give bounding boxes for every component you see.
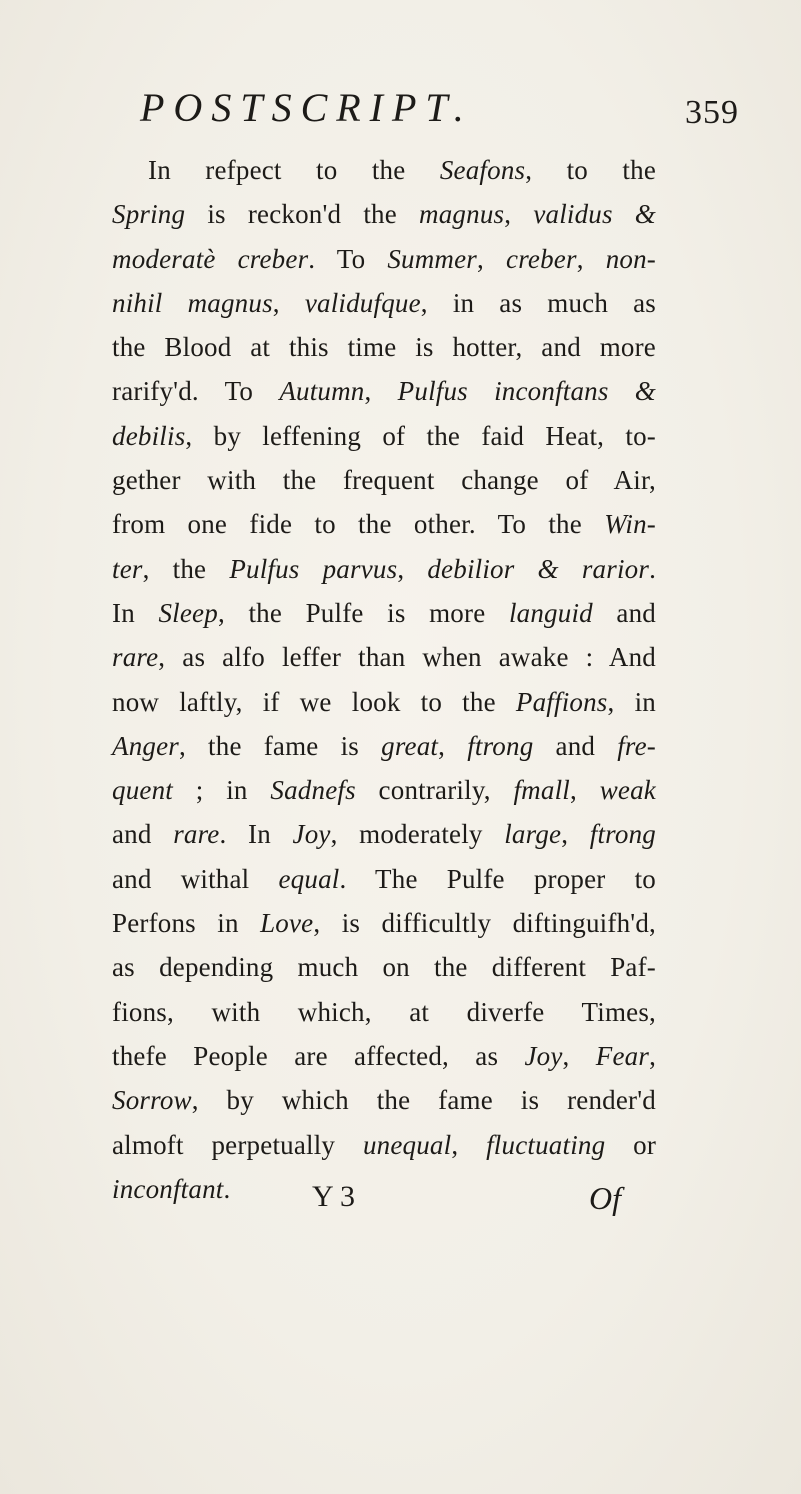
roman-text: , in bbox=[607, 686, 656, 717]
italic-text: validus & bbox=[533, 199, 657, 230]
roman-text: , in as much as bbox=[420, 287, 656, 318]
text-line bbox=[112, 148, 656, 192]
roman-text: , bbox=[504, 199, 534, 230]
roman-text: from one fide to the other. To the bbox=[112, 509, 605, 540]
roman-text: , bbox=[451, 1129, 487, 1160]
roman-text: , bbox=[562, 1040, 596, 1071]
roman-text: thefe People are affected, as bbox=[112, 1040, 525, 1071]
roman-text: . In bbox=[219, 819, 293, 850]
roman-text: , by leffening of the faid Heat, to- bbox=[185, 420, 656, 451]
running-head: POSTSCRIPT. bbox=[140, 85, 473, 130]
text-line bbox=[112, 1167, 656, 1211]
roman-text: the Blood at this time is hotter, and more bbox=[112, 332, 656, 363]
roman-text: is reckon'd the bbox=[185, 199, 420, 230]
italic-text: rare bbox=[112, 642, 159, 673]
signature-mark: Y 3 bbox=[312, 1180, 356, 1213]
italic-text: magnus bbox=[419, 199, 505, 230]
italic-text: nihil magnus bbox=[112, 287, 273, 318]
italic-text: unequal bbox=[362, 1129, 452, 1160]
roman-text: , as alfo leffer than when awake : And bbox=[158, 642, 656, 673]
roman-text: , bbox=[272, 287, 305, 318]
italic-text: debilis bbox=[112, 420, 186, 451]
roman-text: fions, with which, at diverfe Times, bbox=[112, 996, 656, 1027]
text-line bbox=[112, 901, 656, 945]
roman-text: , bbox=[364, 376, 398, 407]
roman-text: almoft perpetually bbox=[112, 1129, 363, 1160]
italic-text: great bbox=[381, 730, 439, 761]
italic-text: Anger bbox=[112, 730, 179, 761]
roman-text: . bbox=[223, 1173, 231, 1204]
italic-text: Love bbox=[260, 908, 314, 939]
italic-text: quent bbox=[112, 775, 173, 806]
italic-text: Pulfus inconftans & bbox=[397, 376, 656, 407]
italic-text: moderatè creber bbox=[112, 243, 309, 274]
roman-text: . bbox=[649, 553, 657, 584]
italic-text: creber bbox=[506, 243, 577, 274]
text-line bbox=[112, 812, 656, 856]
text-line bbox=[112, 237, 656, 281]
italic-text: rare bbox=[173, 819, 220, 850]
roman-text: , bbox=[570, 775, 600, 806]
roman-text: or bbox=[605, 1129, 657, 1160]
italic-text: fre- bbox=[617, 730, 656, 761]
text-line bbox=[112, 414, 656, 458]
italic-text: Sadnefs bbox=[270, 775, 356, 806]
italic-text: Autumn bbox=[279, 376, 365, 407]
text-line bbox=[112, 502, 656, 546]
text-line bbox=[112, 768, 656, 812]
text-line bbox=[112, 1078, 656, 1122]
roman-text: , is difficultly diftinguifh'd, bbox=[313, 908, 656, 939]
body-text bbox=[112, 148, 656, 1211]
text-line bbox=[112, 857, 656, 901]
italic-text: non- bbox=[605, 243, 656, 274]
text-line bbox=[112, 369, 656, 413]
text-line bbox=[112, 680, 656, 724]
roman-text: ; in bbox=[173, 775, 271, 806]
text-line bbox=[112, 990, 656, 1034]
roman-text: In bbox=[112, 597, 159, 628]
italic-text: Sorrow bbox=[112, 1085, 192, 1116]
catchword: Of bbox=[589, 1180, 621, 1216]
roman-text: now laftly, if we look to the bbox=[112, 686, 516, 717]
roman-text: rarify'd. To bbox=[112, 376, 280, 407]
italic-text: ftrong bbox=[589, 819, 656, 850]
italic-text: Fear bbox=[595, 1040, 650, 1071]
page-number: 359 bbox=[685, 94, 739, 131]
italic-text: Paffions bbox=[515, 686, 608, 717]
italic-text: ftrong bbox=[467, 730, 534, 761]
italic-text: languid bbox=[508, 597, 593, 628]
roman-text: , the Pulfe is more bbox=[217, 597, 509, 628]
italic-text: validufque bbox=[304, 287, 421, 318]
text-line bbox=[112, 325, 656, 369]
roman-text: and bbox=[112, 819, 174, 850]
italic-text: large bbox=[504, 819, 562, 850]
text-line bbox=[112, 945, 656, 989]
italic-text: Summer bbox=[387, 243, 478, 274]
roman-text: , bbox=[561, 819, 590, 850]
italic-text: Pulfus parvus bbox=[229, 553, 398, 584]
roman-text: , by which the fame is render'd bbox=[191, 1085, 656, 1116]
italic-text: Joy bbox=[292, 819, 331, 850]
text-line bbox=[112, 547, 656, 591]
roman-text: , the bbox=[142, 553, 230, 584]
text-line bbox=[112, 1123, 656, 1167]
roman-text: , bbox=[576, 243, 606, 274]
italic-text: Win- bbox=[604, 509, 656, 540]
italic-text: weak bbox=[599, 775, 656, 806]
text-line bbox=[112, 192, 656, 236]
roman-text: , bbox=[649, 1040, 657, 1071]
text-line bbox=[112, 281, 656, 325]
roman-text: contrarily, bbox=[355, 775, 514, 806]
italic-text: equal bbox=[278, 863, 340, 894]
italic-text: Seafons bbox=[439, 155, 526, 185]
roman-text: . To bbox=[308, 243, 388, 274]
roman-text: and withal bbox=[112, 863, 279, 894]
text-line bbox=[112, 635, 656, 679]
italic-text: Sleep bbox=[158, 597, 218, 628]
roman-text: , moderately bbox=[330, 819, 505, 850]
italic-text: debilior & rarior bbox=[427, 553, 650, 584]
text-line bbox=[112, 1034, 656, 1078]
text-line bbox=[112, 458, 656, 502]
roman-text: , bbox=[397, 553, 428, 584]
roman-text: , to the bbox=[525, 155, 656, 185]
roman-text: gether with the frequent change of Air, bbox=[112, 465, 656, 496]
roman-text: In refpect to the bbox=[148, 155, 440, 185]
roman-text: Perfons in bbox=[112, 908, 261, 939]
roman-text: , bbox=[438, 730, 468, 761]
italic-text: Spring bbox=[112, 199, 186, 230]
italic-text: inconftant bbox=[112, 1173, 224, 1204]
roman-text: , bbox=[477, 243, 507, 274]
roman-text: . The Pulfe proper to bbox=[339, 863, 656, 894]
italic-text: fluctuating bbox=[486, 1129, 606, 1160]
italic-text: fmall bbox=[513, 775, 570, 806]
text-line bbox=[112, 724, 656, 768]
roman-text: , the fame is bbox=[178, 730, 382, 761]
italic-text: Joy bbox=[524, 1040, 563, 1071]
roman-text: as depending much on the different Paf- bbox=[112, 952, 656, 983]
roman-text: and bbox=[533, 730, 618, 761]
italic-text: ter bbox=[112, 553, 143, 584]
text-line bbox=[112, 591, 656, 635]
roman-text: and bbox=[592, 597, 656, 628]
